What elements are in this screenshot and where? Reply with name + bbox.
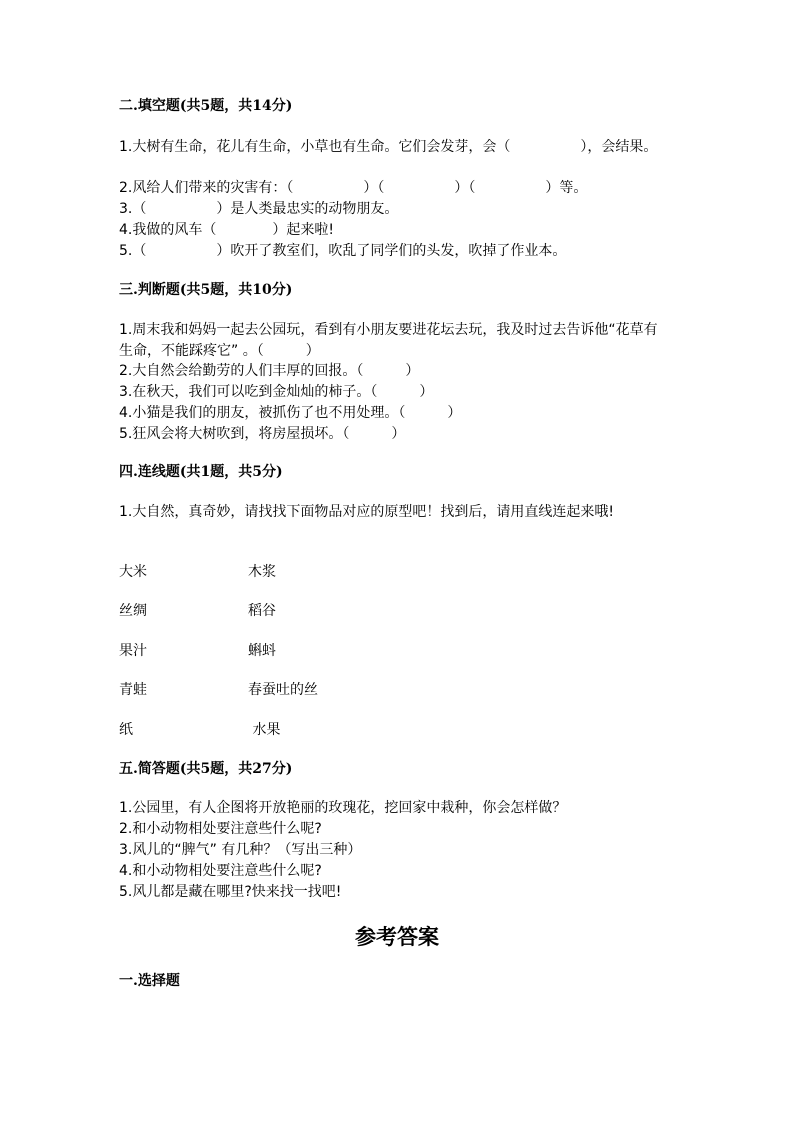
- judge-item-3: 3.在秋天，我们可以吃到金灿灿的柿子。（ ）: [119, 384, 434, 400]
- answers-title: 参考答案: [355, 924, 439, 949]
- judge-item-5: 5.狂风会将大树吹到，将房屋损坏。（ ）: [119, 426, 406, 442]
- short-answer-item-2: 2.和小动物相处要注意些什么呢?: [119, 821, 322, 837]
- section-heading-matching: 四.连线题(共1题，共5分): [119, 464, 283, 480]
- matching-right-item-4: 春蚕吐的丝: [248, 682, 318, 698]
- matching-left-item-1: 大米: [119, 564, 147, 580]
- short-answer-item-1: 1.公园里，有人企图将开放艳丽的玫瑰花，挖回家中栽种，你会怎样做？: [119, 800, 567, 816]
- matching-left-item-4: 青蛙: [119, 682, 147, 698]
- matching-right-item-3: 蝌蚪: [248, 643, 276, 659]
- judge-item-2: 2.大自然会给勤劳的人们丰厚的回报。（ ）: [119, 363, 420, 379]
- judge-item-1: 1.周末我和妈妈一起去公园玩，看到有小朋友要进花坛去玩，我及时过去告诉他“花草有生命，不能踩疼它” 。（ ）: [119, 322, 658, 359]
- fill-blank-item-1: 1.大树有生命，花儿有生命，小草也有生命。它们会发芽，会（ ），会结果。: [119, 139, 658, 155]
- short-answer-item-5: 5.风儿都是藏在哪里?快来找一找吧!: [119, 884, 342, 900]
- section-heading-judge: 三.判断题(共5题，共10分): [119, 282, 293, 298]
- judge-item-4: 4.小猫是我们的朋友，被抓伤了也不用处理。（ ）: [119, 405, 462, 421]
- short-answer-item-3: 3.风儿的“脾气” 有几种？（写出三种）: [119, 842, 362, 858]
- fill-blank-item-5: 5.（ ）吹开了教室们，吹乱了同学们的头发，吹掉了作业本。: [119, 243, 567, 259]
- section-heading-short-answer: 五.简答题(共5题，共27分): [119, 761, 293, 777]
- matching-left-item-5: 纸: [119, 722, 133, 738]
- matching-right-item-5: 水果: [248, 722, 281, 738]
- matching-left-item-3: 果汁: [119, 643, 147, 659]
- matching-right-item-1: 木浆: [248, 564, 276, 580]
- fill-blank-item-3: 3.（ ）是人类最忠实的动物朋友。: [119, 201, 399, 217]
- answers-section-heading-1: 一.选择题: [119, 973, 180, 989]
- matching-left-item-2: 丝绸: [119, 603, 147, 619]
- section-heading-fill-blank: 二.填空题(共5题，共14分): [119, 98, 293, 114]
- matching-right-item-2: 稻谷: [248, 603, 276, 619]
- fill-blank-item-4: 4.我做的风车（ ）起来啦!: [119, 222, 334, 238]
- fill-blank-item-2: 2.风给人们带来的灾害有：（ ）（ ）（ ）等。: [119, 180, 588, 196]
- short-answer-item-4: 4.和小动物相处要注意些什么呢?: [119, 863, 322, 879]
- matching-prompt: 1.大自然，真奇妙，请找找下面物品对应的原型吧！找到后，请用直线连起来哦!: [119, 504, 614, 520]
